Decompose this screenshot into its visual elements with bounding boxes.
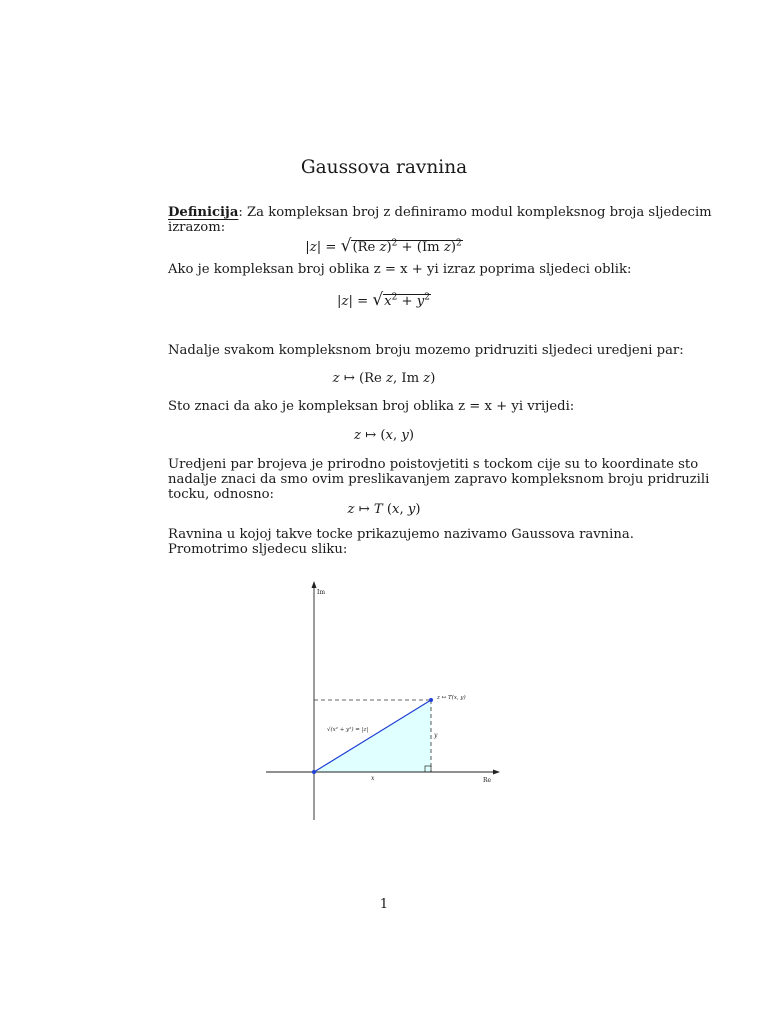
paragraph-gauss-line-1: Ravnina u kojoj takve tocke prikazujemo nazivamo Gaussova ravnina.	[168, 527, 634, 542]
re-axis-arrow-icon	[493, 770, 500, 775]
formula-point: z ↦ T (x, y)	[347, 502, 421, 517]
definition-term: Definicija	[168, 205, 239, 220]
hypotenuse-label: √(x² + y²) = |z|	[327, 727, 369, 733]
definition-text: : Za kompleksan broj z definiramo modul kompleksnog broja sljedecim	[238, 205, 712, 220]
paragraph-gauss-line-2: Promotrimo sljedecu sliku:	[168, 542, 348, 557]
point-T-label: z ↦ T(x, y)	[437, 695, 466, 701]
paragraph-point-line-3: tocku, odnosno:	[168, 487, 274, 502]
axis-re-label: Re	[483, 777, 492, 784]
formula-pair-1: z ↦ (Re z, Im z)	[332, 371, 436, 386]
point-T	[429, 698, 433, 702]
formula-modulus-2: $|z| = √x^2 + y^2$	[337, 290, 430, 310]
origin-point	[312, 770, 316, 774]
paragraph-form: Ako je kompleksan broj oblika z = x + yi izraz poprima sljedeci oblik:	[168, 262, 632, 277]
x-label: x	[371, 775, 375, 782]
paragraph-xy: Sto znaci da ako je kompleksan broj oblika z = x + yi vrijedi:	[168, 399, 575, 414]
paragraph-point-line-1: Uredjeni par brojeva je prirodno poistovjetiti s tockom cije su to koordinate sto	[168, 457, 699, 472]
axis-im-label: Im	[317, 589, 326, 596]
y-label: y	[434, 732, 438, 739]
formula-modulus-1: |z| = √(Re z)$^2$ + (Im z)$^2$	[305, 236, 462, 256]
page-title: Gaussova ravnina	[300, 157, 468, 178]
paragraph-pair: Nadalje svakom kompleksnom broju mozemo pridruziti sljedeci uredjeni par:	[168, 343, 684, 358]
page-number: 1	[379, 897, 389, 912]
formula-pair-2: z ↦ (x, y)	[354, 428, 414, 443]
im-axis-arrow-icon	[312, 581, 317, 588]
paragraph-point-line-2: nadalje znaci da smo ovim preslikavanjem zapravo kompleksnom broju pridruzili	[168, 472, 710, 487]
definition-line-2: izrazom:	[168, 220, 226, 235]
